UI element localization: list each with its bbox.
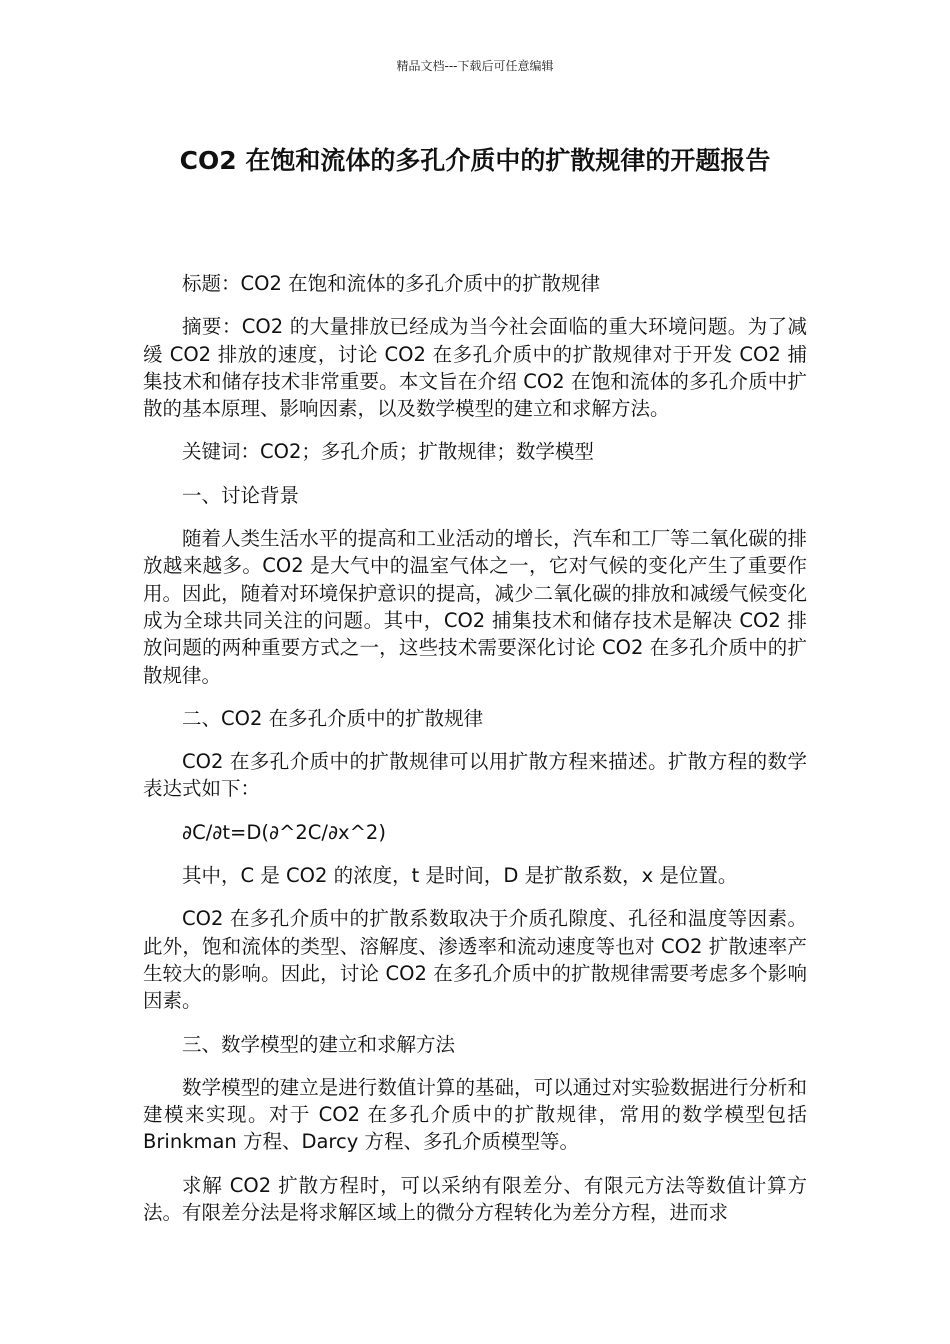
diffusion-factors-paragraph: CO2 在多孔介质中的扩散系数取决于介质孔隙度、孔径和温度等因素。此外，饱和流体的类型、溶解度、渗透率和流动速度等也对 CO2 扩散速率产生较大的影响。因此，讨论 CO2 在多孔介质中的扩散规律需要考虑多个影响因素。 — [143, 907, 807, 1013]
equation-explanation: 其中，C 是 CO2 的浓度，t 是时间，D 是扩散系数，x 是位置。 — [182, 864, 738, 888]
header-note: 精品文档---下载后可任意编辑 — [396, 59, 554, 73]
section-heading-background: 一、讨论背景 — [182, 483, 300, 507]
solution-paragraph: 求解 CO2 扩散方程时，可以采纳有限差分、有限元方法等数值计算方法。有限差分法是将求解区域上的微分方程转化为差分方程，进而求 — [143, 1173, 807, 1225]
document-title: CO2 在饱和流体的多孔介质中的扩散规律的开题报告 — [179, 146, 771, 175]
section-heading-model: 三、数学模型的建立和求解方法 — [182, 1032, 456, 1056]
abstract-paragraph: 摘要：CO2 的大量排放已经成为当今社会面临的重大环境问题。为了减缓 CO2 排放的速度，讨论 CO2 在多孔介质中的扩散规律对于开发 CO2 捕集技术和储存技术非常重要。本文旨在介绍 CO2 在饱和流体的多孔介质中扩散的基本原理、影响因素，以及数学模型的建立和求解方法。 — [143, 315, 807, 421]
model-paragraph: 数学模型的建立是进行数值计算的基础，可以通过对实验数据进行分析和建模来实现。对于 CO2 在多孔介质中的扩散规律，常用的数学模型包括 Brinkman 方程、Darcy 方程、多孔介质模型等。 — [143, 1075, 807, 1154]
document-body — [143, 270, 807, 1242]
diffusion-intro-paragraph: CO2 在多孔介质中的扩散规律可以用扩散方程来描述。扩散方程的数学表达式如下： — [143, 750, 807, 801]
background-paragraph: 随着人类生活水平的提高和工业活动的增长，汽车和工厂等二氧化碳的排放越来越多。CO2 是大气中的温室气体之一，它对气候的变化产生了重要作用。因此，随着对环境保护意识的提高，减少二氧化碳的排放和减缓气候变化成为全球共同关注的问题。其中，CO2 捕集技术和储存技术是解决 CO2 排放问题的两种重要方式之一，这些技术需要深化讨论 CO2 在多孔介质中的扩散规律。 — [143, 527, 807, 687]
diffusion-equation: ∂C/∂t=D(∂^2C/∂x^2) — [182, 820, 386, 844]
title-line: 标题：CO2 在饱和流体的多孔介质中的扩散规律 — [182, 272, 601, 295]
section-heading-diffusion: 二、CO2 在多孔介质中的扩散规律 — [182, 706, 484, 730]
keywords-line: 关键词：CO2；多孔介质；扩散规律；数学模型 — [182, 440, 594, 464]
